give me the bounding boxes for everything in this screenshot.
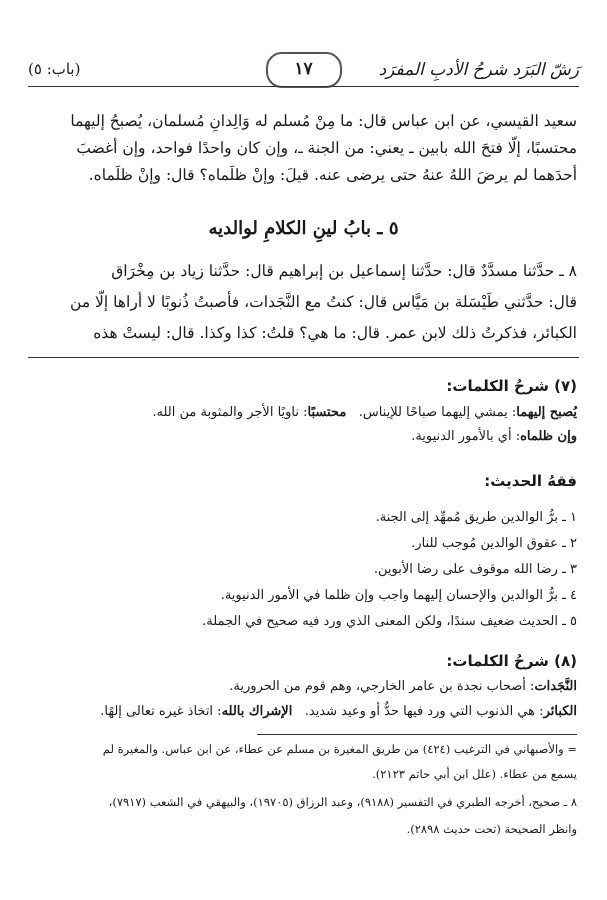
book-title: رَشّ البَرَد شرحُ الأدبِ المفرَد [378, 60, 579, 80]
fiqh-item: ١ ـ برُّ الوالدين طريق مُمهِّد إلى الجنة. [375, 510, 577, 525]
glossary-term: الإشراك بالله [221, 704, 293, 719]
page-number-badge: ١٧ [266, 52, 342, 88]
fiqh-item: ٢ ـ عقوق الوالدين مُوجب للنار. [411, 536, 577, 551]
fiqh-item: ٥ ـ الحديث ضعيف سندًا، ولكن المعنى الذي ورد فيه صحيح في الجملة. [202, 614, 577, 629]
glossary-definition: : أي بالأمور الدنيوية. [411, 429, 521, 444]
footnote-separator [257, 734, 577, 735]
glossary-term: النَّجَدات [534, 679, 577, 694]
main-text-line: سعيد القيسي، عن ابن عباس قال: ما مِنْ مُسلم له وَالِدانِ مُسلمان، يُصبحُ إليهما [70, 112, 577, 130]
glossary-line [100, 704, 577, 719]
glossary-definition: : يمشي إليهما صباحًا للإيناس. [358, 405, 517, 420]
hadith-line: قال: حدَّثني طَيْسَلة بن مَيَّاس قال: كنتُ مع النَّجَدات، فأصبتُ ذُنوبًا لا أراها إلّا من [70, 293, 577, 311]
section-heading: فقهُ الحديث: [484, 472, 577, 490]
fiqh-item: ٣ ـ رضا الله موقوف على رضا الأبوين. [373, 562, 577, 577]
footnote-line: يسمع من عطاء. (علل ابن أبي حاتم ٢١٢٣). [372, 767, 577, 781]
section-heading: (٧) شرحُ الكلمات: [446, 377, 577, 395]
glossary-definition: : ناويًا الأجر والمثوبة من الله. [152, 405, 308, 420]
glossary-line [152, 405, 577, 420]
hadith-line: الكبائر، فذكرتُ ذلك لابن عمر. قال: ما هي؟ قلتُ: كذا وكذا. قال: ليستْ هذه [93, 324, 577, 342]
glossary-term: الكبائر [543, 704, 577, 719]
header-rule [28, 86, 579, 87]
hadith-line: ٨ ـ حدَّثنا مسدَّدٌ قال: حدَّثنا إسماعيل بن إبراهيم قال: حدَّثنا زياد بن مِخْرَاق [111, 262, 577, 280]
glossary-term: محتسبًا [307, 405, 347, 420]
fiqh-item: ٤ ـ برُّ الوالدين والإحسان إليهما واجب وإن ظلما في الأمور الدنيوية. [220, 588, 577, 603]
glossary-definition: : اتخاذ غيره تعالى إلهًا. [100, 704, 222, 719]
glossary-definition: : أصحاب نجدة بن عامر الخارجي، وهم قوم من الحرورية. [229, 679, 535, 694]
section-heading: (٨) شرحُ الكلمات: [446, 652, 577, 670]
chapter-reference: (باب: ٥) [28, 60, 81, 78]
glossary-line [411, 429, 577, 444]
chapter-title: ٥ ـ بابُ لينِ الكلامِ لوالديه [208, 218, 399, 239]
commentary-separator [28, 357, 579, 358]
glossary-term: يُصبح إليهما [516, 405, 577, 420]
footnote-line: وانظر الصحيحة (تحت حديث ٢٨٩٨). [406, 822, 577, 836]
main-text-line: أحدَهما لم يرضَ اللهُ عنهُ حتى يرضى عنه. قيلَ: وإنْ ظلَماه؟ قال: وإنْ ظلَماه. [88, 166, 577, 184]
page-header [28, 52, 579, 88]
footnote-line: ٨ ـ صحيح، أخرجه الطبري في التفسير (٩١٨٨)، وعبد الرزاق (١٩٧٠٥)، والبيهقي في الشعب (٧٩١٧)، [108, 795, 577, 809]
main-text-line: محتسبًا، إلّا فتحَ الله بابين ـ يعني: من الجنة ـ، وإن كان واحدًا فواحد، وإن أغضبَ [76, 139, 577, 157]
glossary-term: وإن ظلماه [520, 429, 577, 444]
footnote-line: = والأصبهاني في الترغيب (٤٢٤) من طريق المغيرة بن مسلم عن عطاء، عن ابن عباس. والمغيرة لم [102, 742, 577, 756]
glossary-line [229, 679, 577, 694]
glossary-definition: : هي الذنوب التي ورد فيها حدٌّ أو وعيد شديد. [304, 704, 544, 719]
